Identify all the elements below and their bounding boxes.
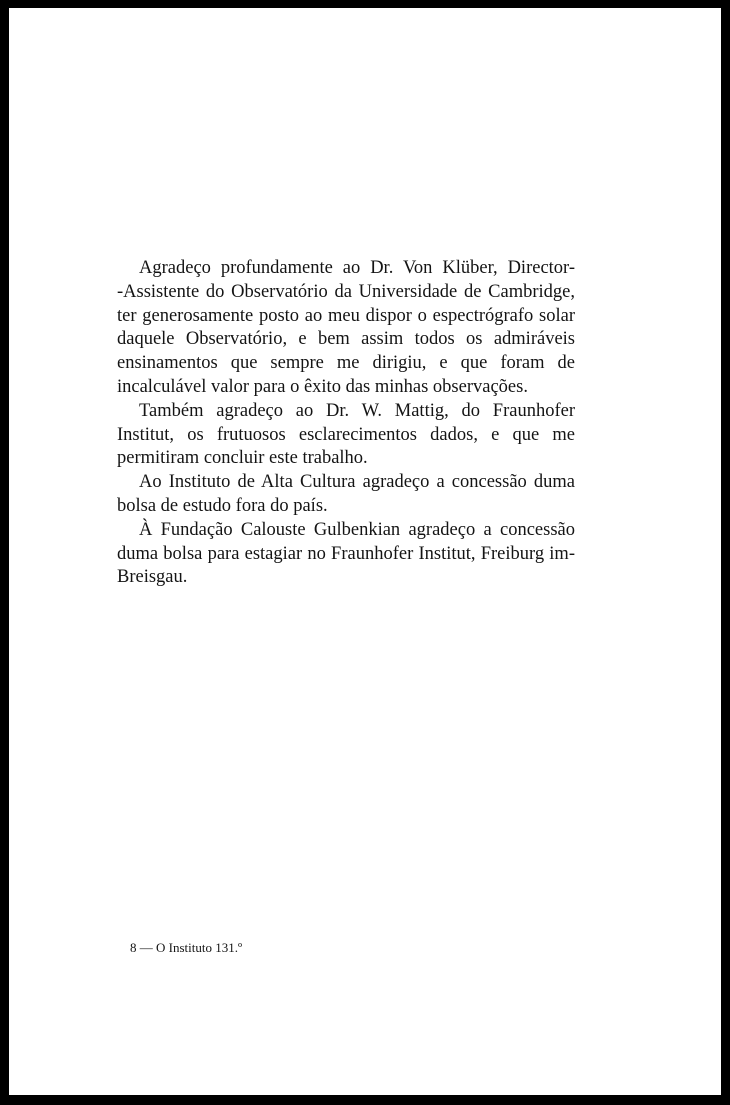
paragraph-instituto-alta-cultura: Ao Instituto de Alta Cultura agradeço a concessão duma bolsa de estudo fora do país.: [117, 472, 575, 516]
paragraph-von-kluber: Agradeço profundamente ao Dr. Von Klüber, Director-‑Assistente do Observatório da Universidade de Cambridge, ter generosamente posto ao meu dispor o espectrógrafo solar daquele Observatório, e bem assim todos os admiráveis ensinamentos que sempre me dirigiu, e que foram de incalculável valor para o êxito das minhas observações.: [117, 258, 575, 397]
acknowledgements-text: [117, 257, 575, 590]
paragraph-gulbenkian: À Fundação Calouste Gulbenkian agradeço a concessão duma bolsa para estagiar no Fraunhofer Institut, Freiburg im-Breisgau.: [117, 519, 575, 588]
page-footer: 8 — O Instituto 131.º: [130, 940, 243, 955]
document-page: [9, 8, 721, 1095]
paragraph-mattig: Também agradeço ao Dr. W. Mattig, do Fraunhofer Institut, os frutuosos esclarecimentos dados, e que me permitiram concluir este trabalho.: [117, 400, 575, 469]
